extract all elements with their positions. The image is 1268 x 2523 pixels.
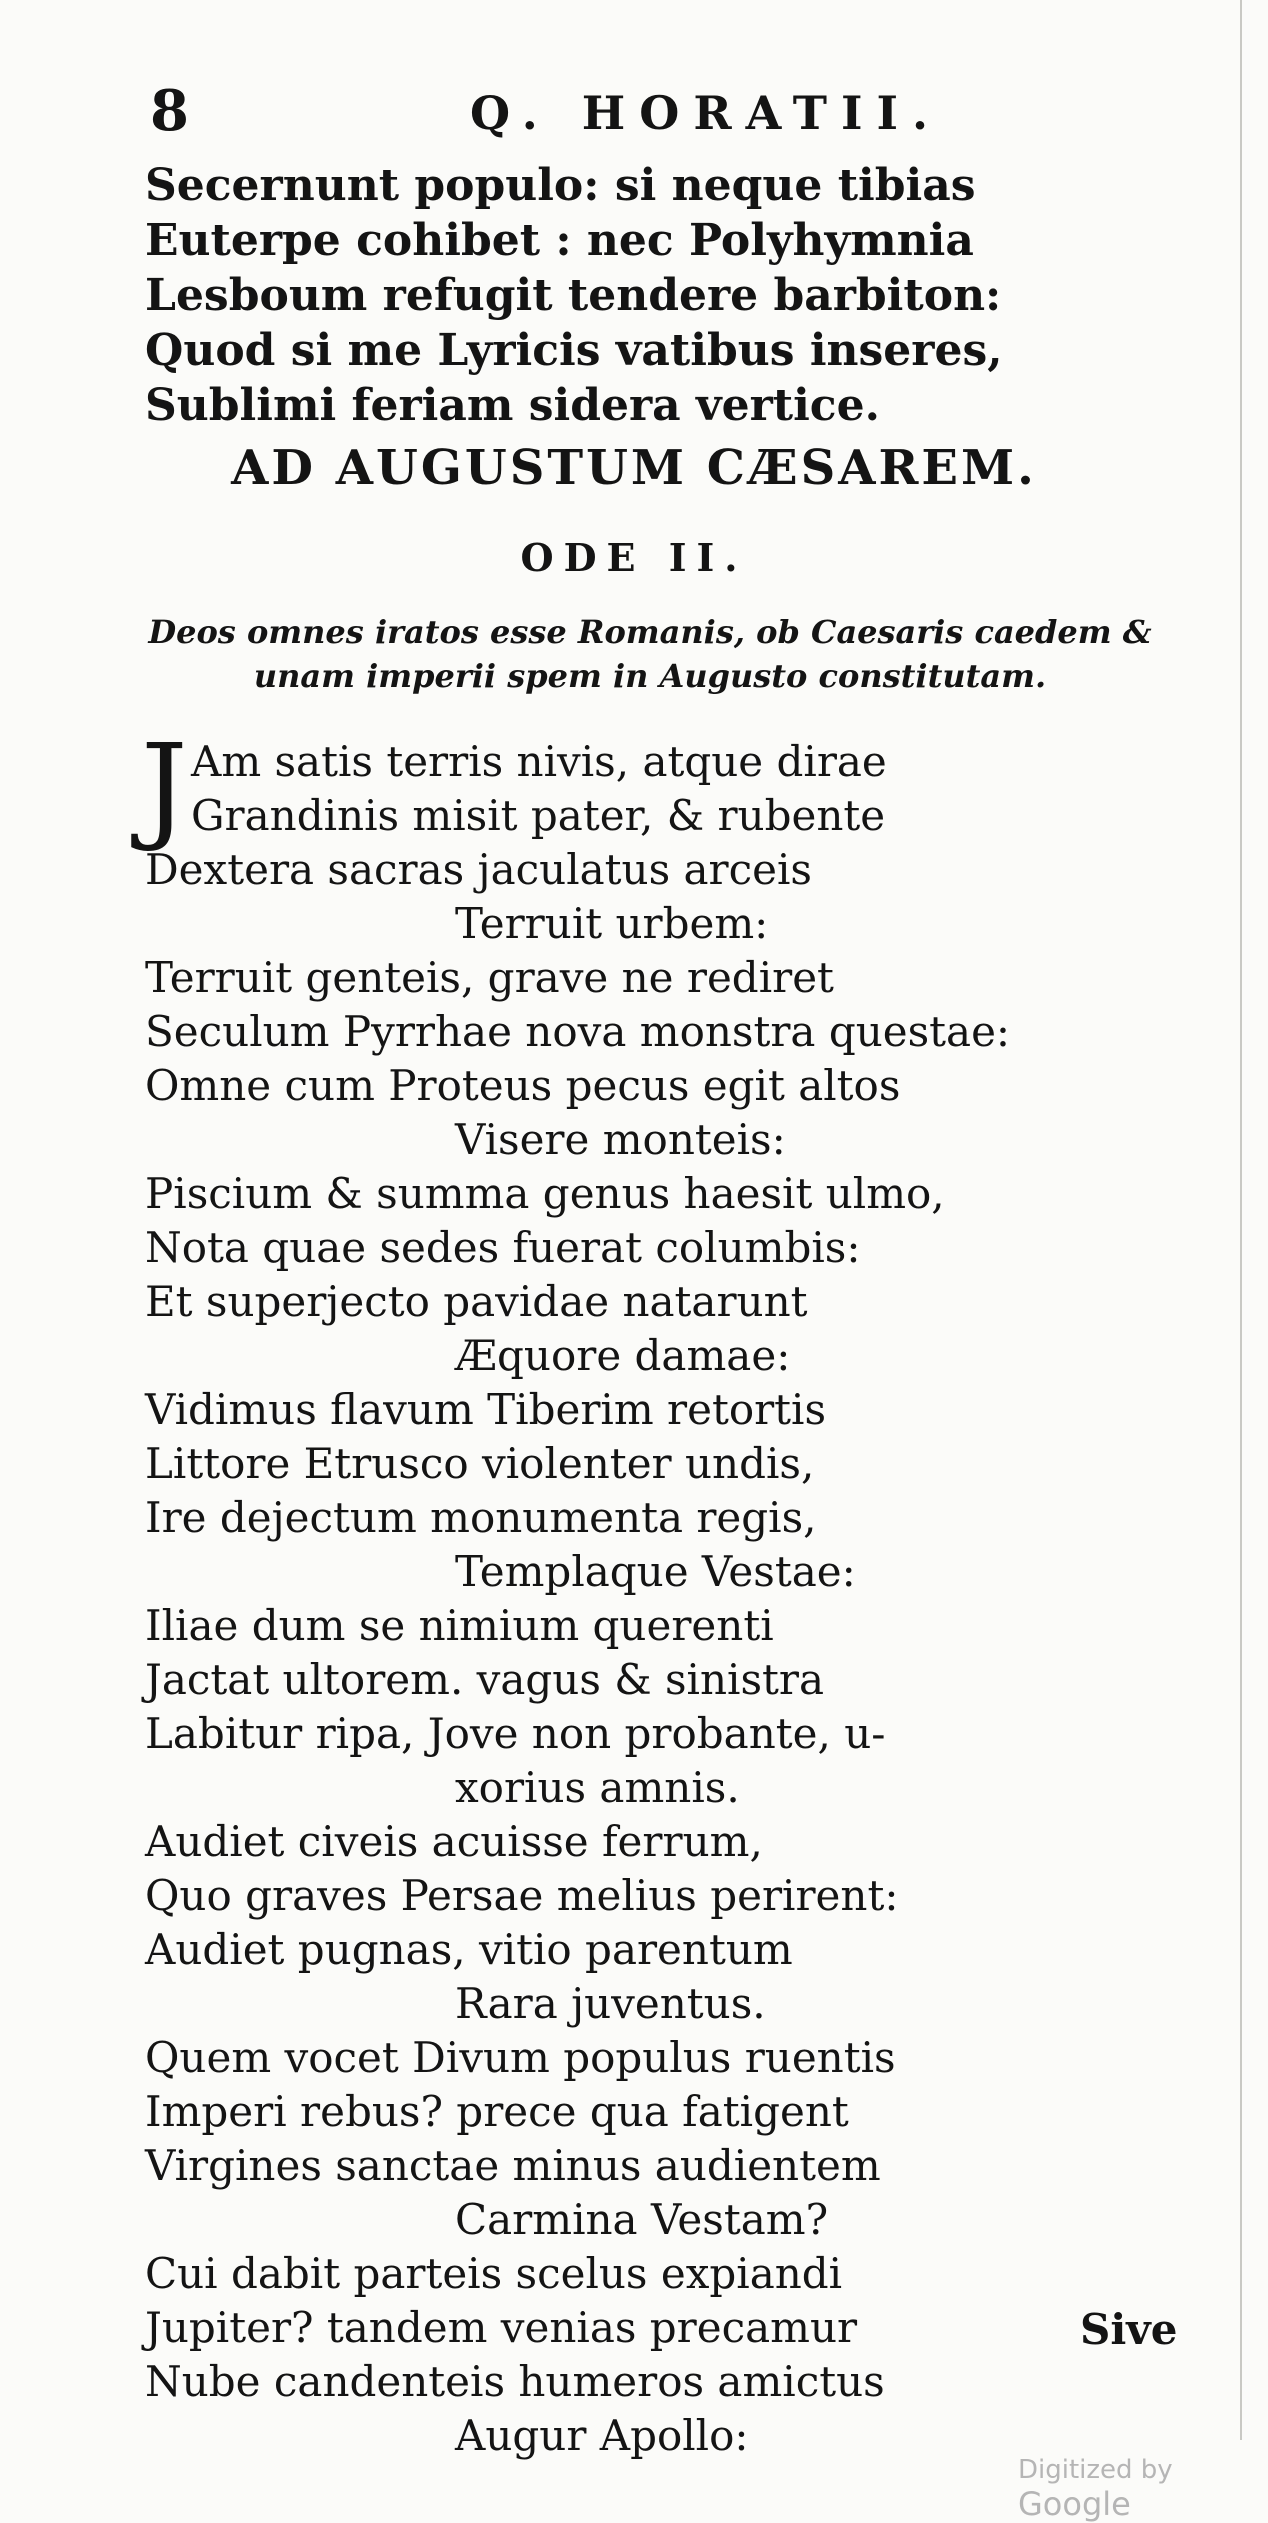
digitization-watermark — [1018, 2455, 1268, 2523]
watermark-brand: Google — [1018, 2485, 1131, 2523]
verse-line: Æquore damae: — [455, 1331, 791, 1380]
verse-line: Omne cum Proteus pecus egit altos — [145, 1061, 901, 1110]
page-number: 8 — [150, 78, 189, 144]
verse-line: Jupiter? tandem venias precamur — [145, 2303, 858, 2352]
argument-line: Deos omnes iratos esse Romanis, ob Caesaris caedem & — [148, 613, 1152, 651]
verse-line: xorius amnis. — [455, 1763, 740, 1812]
verse-line: Rara juventus. — [455, 1979, 766, 2028]
argument-line: unam imperii spem in Augusto constitutam. — [253, 657, 1047, 695]
verse-text: Am satis terris nivis, atque dirae — [191, 737, 887, 786]
verse-line: Littore Etrusco violenter undis, — [145, 1439, 815, 1488]
verse-line: Audiet pugnas, vitio parentum — [145, 1925, 793, 1974]
verse-line: Nube candenteis humeros amictus — [145, 2357, 885, 2406]
verse-line: Virgines sanctae minus audientem — [145, 2141, 881, 2190]
verse-line: Seculum Pyrrhae nova monstra questae: — [145, 1007, 1011, 1056]
verse-line: Vidimus flavum Tiberim retortis — [145, 1385, 827, 1434]
verse-line: Nota quae sedes fuerat columbis: — [145, 1223, 861, 1272]
ode-number: ODE II. — [520, 535, 748, 580]
verse-line: Dextera sacras jaculatus arceis — [145, 845, 812, 894]
verse-line: Quo graves Persae melius perirent: — [145, 1871, 899, 1920]
verse-line: Lesboum refugit tendere barbiton: — [145, 270, 1002, 321]
verse-line: Terruit urbem: — [455, 899, 769, 948]
verse-line: Quem vocet Divum populus ruentis — [145, 2033, 896, 2082]
drop-cap: J — [141, 720, 188, 855]
catchword: Sive — [1080, 2305, 1178, 2354]
verse-line: Iliae dum se nimium querenti — [145, 1601, 774, 1650]
verse-line: Secernunt populo: si neque tibias — [145, 160, 976, 211]
verse-line: Quod si me Lyricis vatibus inseres, — [145, 325, 1003, 376]
verse-line: Imperi rebus? prece qua fatigent — [145, 2087, 849, 2136]
verse-line: Templaque Vestae: — [455, 1547, 856, 1596]
verse-line: Ire dejectum monumenta regis, — [145, 1493, 817, 1542]
verse-line: Audiet civeis acuisse ferrum, — [145, 1817, 763, 1866]
verse-line: Sublimi feriam sidera vertice. — [145, 380, 880, 431]
ode-dedication-heading: AD AUGUSTUM CÆSAREM. — [231, 440, 1037, 496]
running-title: Q. HORATII. — [470, 86, 943, 140]
verse-line: Cui dabit parteis scelus expiandi — [145, 2249, 843, 2298]
verse-line: Et superjecto pavidae natarunt — [145, 1277, 808, 1326]
watermark-prefix: Digitized by — [1018, 2455, 1173, 2485]
verse-line: Piscium & summa genus haesit ulmo, — [145, 1169, 945, 1218]
verse-line: Euterpe cohibet : nec Polyhymnia — [145, 215, 974, 266]
verse-line: Labitur ripa, Jove non probante, u- — [145, 1709, 886, 1758]
verse-line: Augur Apollo: — [455, 2411, 749, 2460]
verse-line: Carmina Vestam? — [455, 2195, 829, 2244]
verse-line: Visere monteis: — [455, 1115, 786, 1164]
verse-line: Grandinis misit pater, & rubente — [191, 791, 886, 840]
verse-line: Jactat ultorem. vagus & sinistra — [145, 1655, 825, 1704]
page-header — [140, 78, 1200, 158]
preceding-ode-ending — [145, 158, 1003, 433]
verse-line: Terruit genteis, grave ne rediret — [145, 953, 834, 1002]
poem-body — [141, 720, 1085, 2463]
page-edge-rule — [1240, 0, 1242, 2440]
ode-argument — [120, 610, 1180, 698]
